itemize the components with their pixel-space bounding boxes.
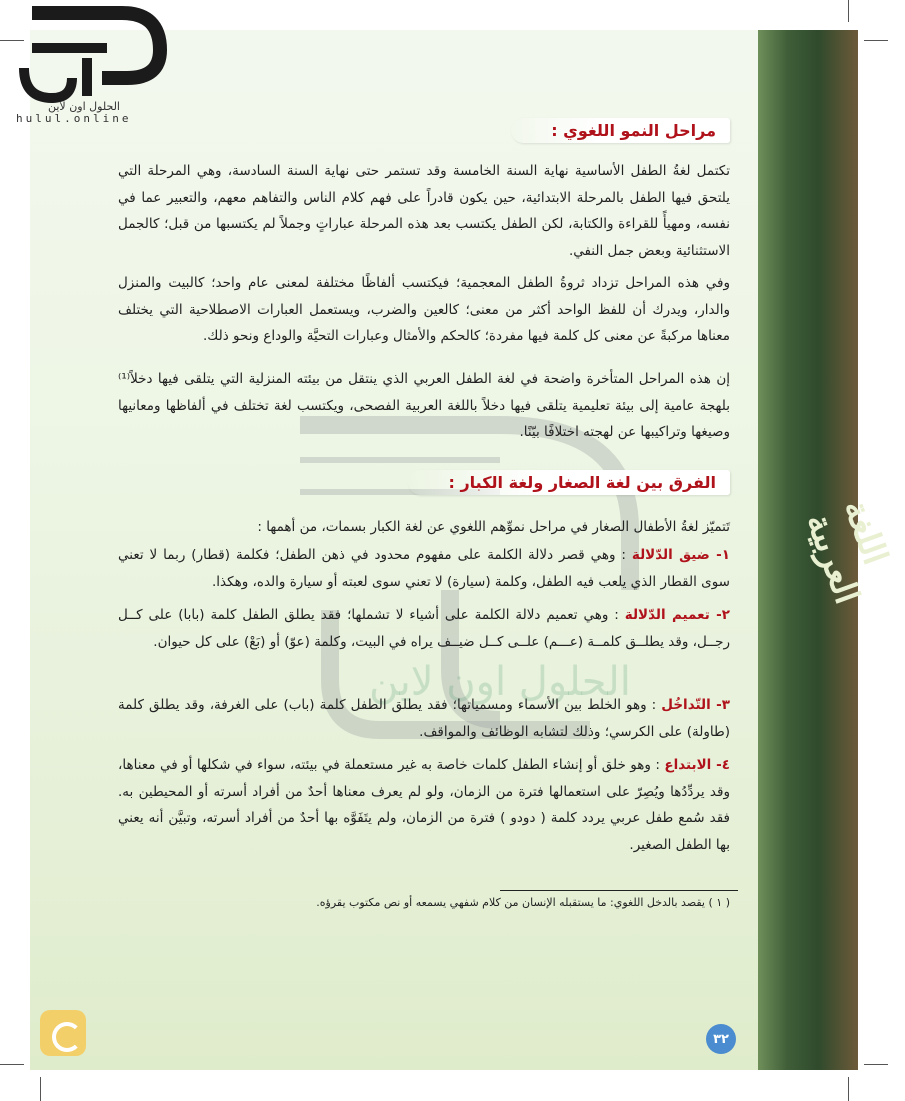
crop-mark (0, 1064, 24, 1065)
crop-mark (848, 0, 849, 22)
list-item-invention (118, 752, 730, 858)
paragraph-difference-intro: تَتميّز لغةُ الأطفال الصغار في مراحل نموِّهم اللغوي عن لغة الكبار بسمات، من أهمها : (257, 519, 730, 535)
list-item-generalization (118, 602, 730, 655)
logo-mark-icon (12, 8, 162, 103)
book-page (30, 30, 896, 1070)
paragraph-stages-3: إن هذه المراحل المتأخرة واضحة في لغة الطفل العربي الذي ينتقل من بيئته المنزلية التي يتلقى فيها دخلاً⁽¹⁾ بلهجة عامية إلى بيئة تعليمية يتلقى فيها دخلاً باللغة العربية الفصحى، ويكتسب لغة تختلف في ألفاظها ومعانيها وصيغها وتراكيبها عن لهجته اختلافًا بيّنًا. (118, 371, 730, 440)
sidebar-label: اللغة العربية (797, 494, 896, 610)
footnote: ( ١ ) يقصد بالدخل اللغوي: ما يستقبله الإنسان من كلام شفهي يسمعه أو نص مكتوب يقرؤه. (316, 896, 730, 909)
section-heading-stages: مراحل النمو اللغوي : (511, 118, 730, 143)
term-text: : وهو خلق أو إنشاء الطفل كلمات خاصة به غير مستعملة في بيئته، سواء في شكلها أو في معناها، وقد يردِّدُها ويُصِرّ على استعمالها فترة من الزمان، ولو لم يعرف معناها أحدٌ من أفراد أسرته أو المحيطين به. فقد سُمع طفل عربي يردد كلمة ( دودو ) فترة من الزمان، ولم يتَفَوَّه بها أحدٌ من أفراد أسرته، وتبيَّن أنه يعني بها الطفل الصغير. (118, 757, 730, 853)
crop-mark (40, 1077, 41, 1101)
term-label: ١- ضيق الدّلالة (631, 547, 730, 563)
crop-mark (864, 1064, 888, 1065)
term-label: ٤- الابتداع (664, 757, 730, 773)
side-decoration-image (758, 30, 896, 1070)
paragraph-stages-2: وفي هذه المراحل تزداد ثروةُ الطفل المعجمية؛ فيكتسب ألفاظًا مختلفة لمعنى عام واحد؛ كالبيت والمنزل والدار، ويدرك أن للفظ الواحد أكثر من معنى؛ كالعين والضرب، ويستعمل العبارات الاصطلاحية التي يختلف معناها مركبةً عن معنى كل كلمة فيها مفردة؛ كالحكم والأمثال وعبارات التحيَّة والوداع ونحو ذلك. (118, 275, 730, 344)
term-text: : وهي تعميم دلالة الكلمة على أشياء لا تشملها؛ فقد يطلق الطفل كلمة (بابا) على كــل رجــل، وقد يطلــق كلمــة (عـــم) علــى كــل ضيــف يراه في البيت، وكلمة (عوّ) أو (بَعْ) على كل حيوان. (118, 607, 730, 650)
page-number: ٣٢ (706, 1024, 736, 1054)
logo-arabic-sub: الحلول اون لاين (48, 100, 120, 113)
svg-text:الحلول اون لاين: الحلول اون لاين (369, 659, 631, 705)
logo-latin-sub: hulul.online (16, 112, 132, 125)
term-text: : وهي قصر دلالة الكلمة على مفهوم محدود في ذهن الطفل؛ فكلمة (قطار) ربما لا تعني سوى القطار الذي يلعب فيه الطفل، وكلمة (سيارة) لا تعني سوى لعبته أو سيارة والده، وهكذا. (118, 547, 730, 590)
footnote-divider (500, 890, 738, 891)
crop-mark (864, 40, 888, 41)
site-logo (12, 8, 162, 128)
list-item-overlap (118, 692, 730, 745)
corner-stamp-icon (40, 1010, 86, 1056)
term-label: ٢- تعميم الدّلالة (624, 607, 730, 623)
list-item-narrow-meaning (118, 542, 730, 595)
section-heading-difference: الفرق بين لغة الصغار ولغة الكبار : (408, 470, 730, 495)
crop-mark (848, 1077, 849, 1101)
term-text: : وهو الخلط بين الأسماء ومسمياتها؛ فقد يطلق الطفل كلمة (باب) على الغرفة، وقد يطلق كلمة (طاولة) على الكرسي؛ وذلك لتشابه الوظائف والمواقف. (118, 697, 730, 740)
term-label: ٣- التّداخُل (661, 697, 731, 713)
paragraph-stages-1: تكتمل لغةُ الطفل الأساسية نهاية السنة الخامسة وقد تستمر حتى نهاية السنة السادسة، وهي المرحلة التي يلتحق فيها الطفل بالمرحلة الابتدائية، حين يكون قادراً على فهم كلام الناس والتفاهم معهم، والتعبير عما في نفسه، ومهيأً للقراءة والكتابة، لكن الطفل يكتسب بعد هذه المرحلة عباراتٍ وجملاً لم يكتسبها من قبل؛ كالجمل الاستثنائية وبعض جمل النفي. (118, 163, 730, 259)
